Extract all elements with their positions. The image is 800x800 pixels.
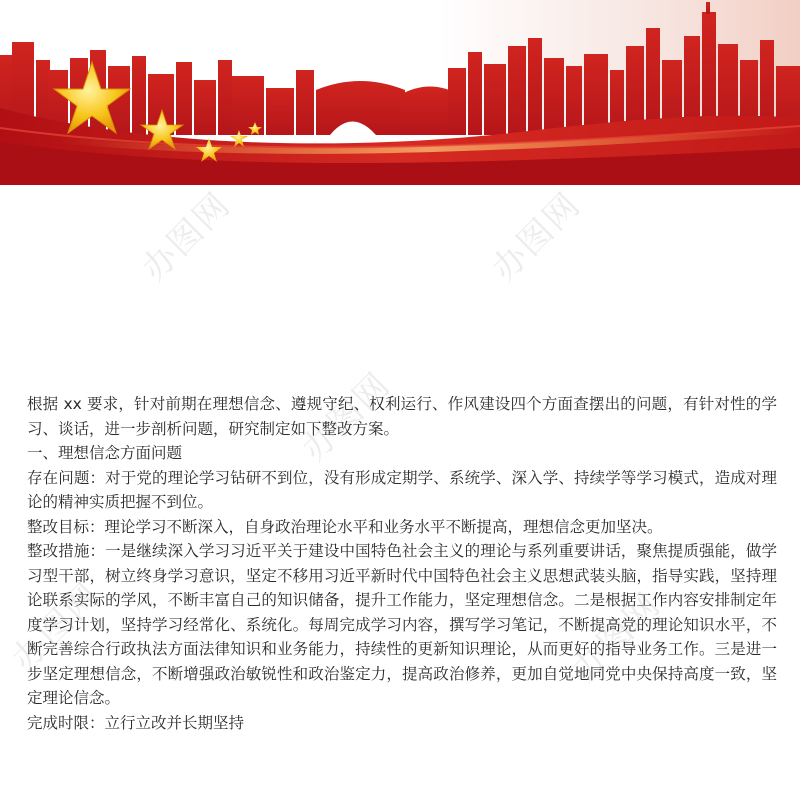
header-banner (0, 0, 800, 185)
intro-paragraph: 根据 xx 要求，针对前期在理想信念、遵规守纪、权利运行、作风建设四个方面查摆出的问题，有针对性的学习、谈话，进一步剖析问题，研究制定如下整改方案。 (27, 395, 777, 438)
section-title: 一、理想信念方面问题 (27, 444, 183, 462)
watermark: 办图网 (134, 184, 239, 290)
deadline-paragraph: 完成时限：立行立改并长期坚持 (27, 713, 245, 732)
watermark: 办图网 (4, 574, 109, 680)
goal-paragraph: 整改目标：理论学习不断深入，自身政治理论水平和业务水平不断提高，理想信念更加坚决。 (27, 517, 663, 536)
watermark: 办图网 (564, 584, 669, 690)
document-body (27, 392, 777, 735)
banner-graphic (0, 0, 800, 185)
watermark: 办图网 (484, 184, 589, 290)
watermark: 办图网 (294, 364, 399, 470)
problem-paragraph: 存在问题：对于党的理论学习钻研不到位，没有形成定期学、系统学、深入学、持续学等学习模式，造成对理论的精神实质把握不到位。 (27, 468, 777, 511)
measures-paragraph: 整改措施：一是继续深入学习习近平关于建设中国特色社会主义的理论与系列重要讲话，聚焦提质强能，做学习型干部，树立终身学习意识，坚定不移用习近平新时代中国特色社会主义思想武装头脑，指导实践，坚持理论联系实际的学风，不断丰富自己的知识储备，提升工作能力，坚定理想信念。二是根据工作内容安排制定年度学习计划，坚持学习经常化、系统化。每周完成学习内容，撰写学习笔记，不断提高党的理论知识水平，不断完善综合行政执法方面法律知识和业务能力，持续性的更新知识理论，从而更好的指导业务工作。三是进一步坚定理想信念，不断增强政治敏锐性和政治鉴定力，提高政治修养，更加自觉地同党中央保持高度一致，坚定理论信念。 (27, 542, 777, 707)
